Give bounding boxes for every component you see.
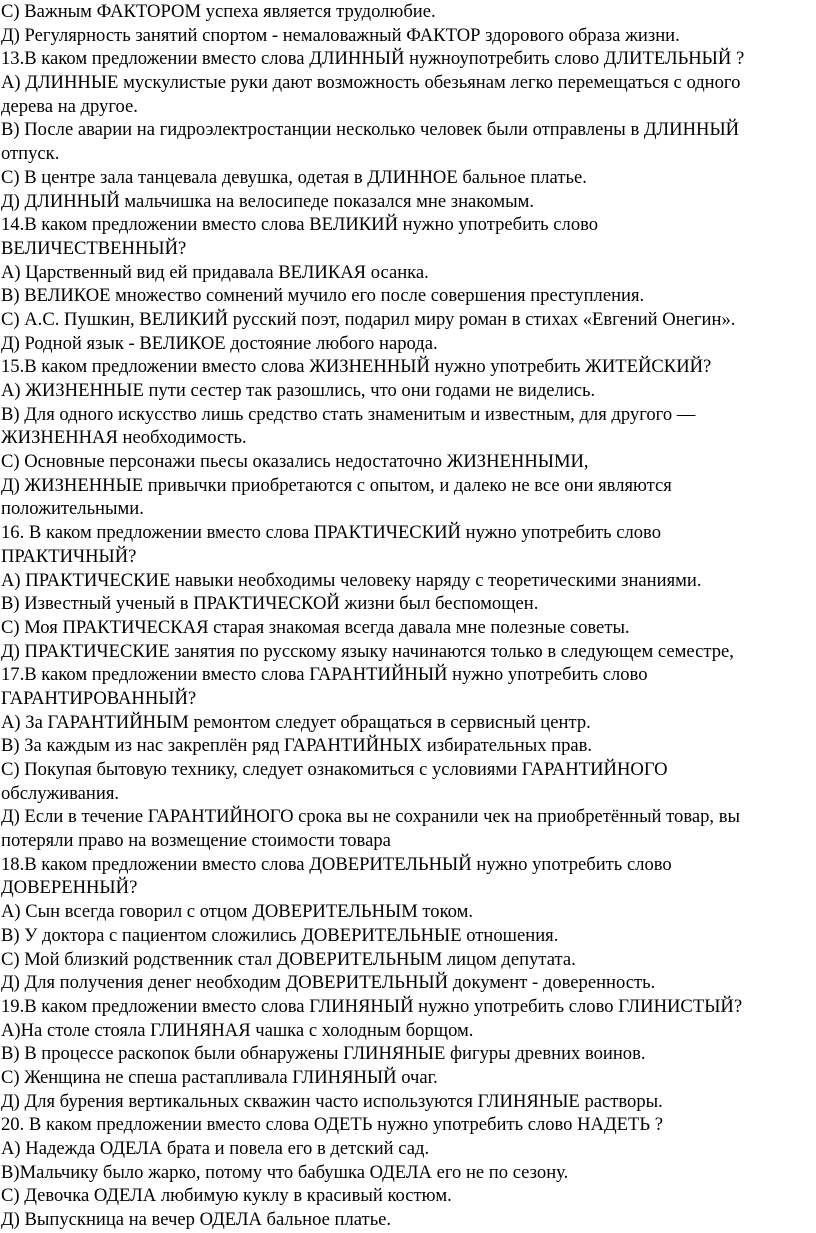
text-line: 17.В каком предложении вместо слова ГАРАНТИЙНЫЙ нужно употребить слово [1, 664, 648, 686]
text-line: В) За каждым из нас закреплён ряд ГАРАНТИЙНЫХ избирательных прав. [1, 735, 593, 757]
text-line: В)Мальчику было жарко, потому что бабушка ОДЕЛА его не по сезону. [1, 1161, 569, 1183]
text-line: В) ВЕЛИКОЕ множество сомнений мучило его после совершения преступления. [1, 285, 645, 307]
text-line: Д) Выпускница на вечер ОДЕЛА бальное платье. [1, 1209, 392, 1231]
text-line: 18.В каком предложении вместо слова ДОВЕРИТЕЛЬНЫЙ нужно употребить слово [1, 853, 672, 875]
text-line: 20. В каком предложении вместо слова ОДЕТЬ нужно употребить слово НАДЕТЬ ? [1, 1114, 663, 1136]
text-line: обслуживания. [1, 782, 120, 804]
text-line: А) Надежда ОДЕЛА брата и повела его в детский сад. [1, 1138, 430, 1159]
text-line: А) ЖИЗНЕННЫЕ пути сестер так разошлись, что они годами не виделись. [1, 380, 596, 401]
text-line: С) Важным ФАКТОРОМ успеха является трудолюбие. [1, 1, 436, 22]
text-line: А)На столе стояла ГЛИНЯНАЯ чашка с холодным борщом. [1, 1019, 474, 1041]
text-line: Д) Родной язык - ВЕЛИКОЕ достояние любого народа. [1, 332, 438, 354]
text-line: С) Женщина не спеша растапливала ГЛИНЯНЫЙ очаг. [1, 1066, 438, 1088]
text-line: дерева на другое. [1, 95, 138, 117]
text-line: С) Покупая бытовую технику, следует ознакомиться с условиями ГАРАНТИЙНОГО [1, 759, 668, 780]
text-line: ЖИЗНЕННАЯ необходимость. [1, 427, 247, 449]
text-line: 16. В каком предложении вместо слова ПРАКТИЧЕСКИЙ нужно употребить слово [1, 522, 662, 544]
text-line: С) Основные персонажи пьесы оказались недостаточно ЖИЗНЕННЫМИ, [1, 451, 589, 473]
text-line: В) После аварии на гидроэлектростанции несколько человек были отправлены в ДЛИННЫЙ [1, 119, 740, 141]
text-line: С) Девочка ОДЕЛА любимую куклу в красивый костюм. [1, 1185, 452, 1207]
text-line: ДОВЕРЕННЫЙ? [1, 877, 138, 899]
text-line: Д) ПРАКТИЧЕСКИЕ занятия по русскому языку начинаются только в следующем семестре, [1, 640, 734, 662]
text-line: Д) ЖИЗНЕННЫЕ привычки приобретаются с опытом, и далеко не все они являются [1, 474, 672, 496]
text-line: Д) Если в течение ГАРАНТИЙНОГО срока вы не сохранили чек на приобретённый товар, вы [1, 806, 740, 828]
document-page [1, 0, 813, 1232]
text-line: А) Сын всегда говорил с отцом ДОВЕРИТЕЛЬНЫМ током. [1, 901, 474, 923]
text-line: С) Моя ПРАКТИЧЕСКАЯ старая знакомая всегда давала мне полезные советы. [1, 616, 630, 638]
text-line: С) В центре зала танцевала девушка, одетая в ДЛИННОЕ бальное платье. [1, 166, 587, 188]
text-line: положительными. [1, 498, 144, 520]
text-line: 13.В каком предложении вместо слова ДЛИННЫЙ нужноупотребить слово ДЛИТЕЛЬНЫЙ ? [1, 48, 745, 70]
text-line: В) Для одного искусство лишь средство стать знаменитым и известным, для другого — [1, 403, 696, 425]
text-line: А) За ГАРАНТИЙНЫМ ремонтом следует обращаться в сервисный центр. [1, 711, 591, 733]
text-line: отпуск. [1, 143, 60, 165]
text-line: С) А.С. Пушкин, ВЕЛИКИЙ русский поэт, подарил миру роман в стихах «Евгений Онегин». [1, 308, 736, 330]
text-line: А) Царственный вид ей придавала ВЕЛИКАЯ осанка. [1, 261, 429, 283]
text-line: Д) Регулярность занятий спортом - немаловажный ФАКТОР здорового образа жизни. [1, 24, 680, 46]
text-line: С) Мой близкий родственник стал ДОВЕРИТЕЛЬНЫМ лицом депутата. [1, 948, 576, 970]
text-line: Д) Для бурения вертикальных скважин часто используются ГЛИНЯНЫЕ растворы. [1, 1090, 663, 1112]
text-line: Д) Для получения денег необходим ДОВЕРИТЕЛЬНЫЙ документ - доверенность. [1, 972, 656, 994]
text-line: В) В процессе раскопок были обнаружены ГЛИНЯНЫЕ фигуры древних воинов. [1, 1043, 646, 1065]
text-line: ВЕЛИЧЕСТВЕННЫЙ? [1, 237, 187, 259]
text-line: ПРАКТИЧНЫЙ? [1, 545, 137, 567]
text-line: 14.В каком предложении вместо слова ВЕЛИКИЙ нужно употребить слово [1, 214, 599, 236]
text-line: А) ПРАКТИЧЕСКИЕ навыки необходимы человеку наряду с теоретическими знаниями. [1, 569, 702, 591]
text-line: ГАРАНТИРОВАННЫЙ? [1, 687, 197, 709]
text-line: А) ДЛИННЫЕ мускулистые руки дают возможность обезьянам легко перемещаться с одного [1, 72, 741, 94]
text-line: В) Известный ученый в ПРАКТИЧЕСКОЙ жизни был беспомощен. [1, 593, 539, 615]
text-line: 19.В каком предложении вместо слова ГЛИНЯНЫЙ нужно употребить слово ГЛИНИСТЫЙ? [1, 995, 743, 1017]
text-line: В) У доктора с пациентом сложились ДОВЕРИТЕЛЬНЫЕ отношения. [1, 924, 559, 946]
text-line: Д) ДЛИННЫЙ мальчишка на велосипеде показался мне знакомым. [1, 190, 535, 212]
text-line: потеряли право на возмещение стоимости товара [1, 830, 391, 852]
text-line: 15.В каком предложении вместо слова ЖИЗНЕННЫЙ нужно употребить ЖИТЕЙСКИЙ? [1, 356, 712, 378]
